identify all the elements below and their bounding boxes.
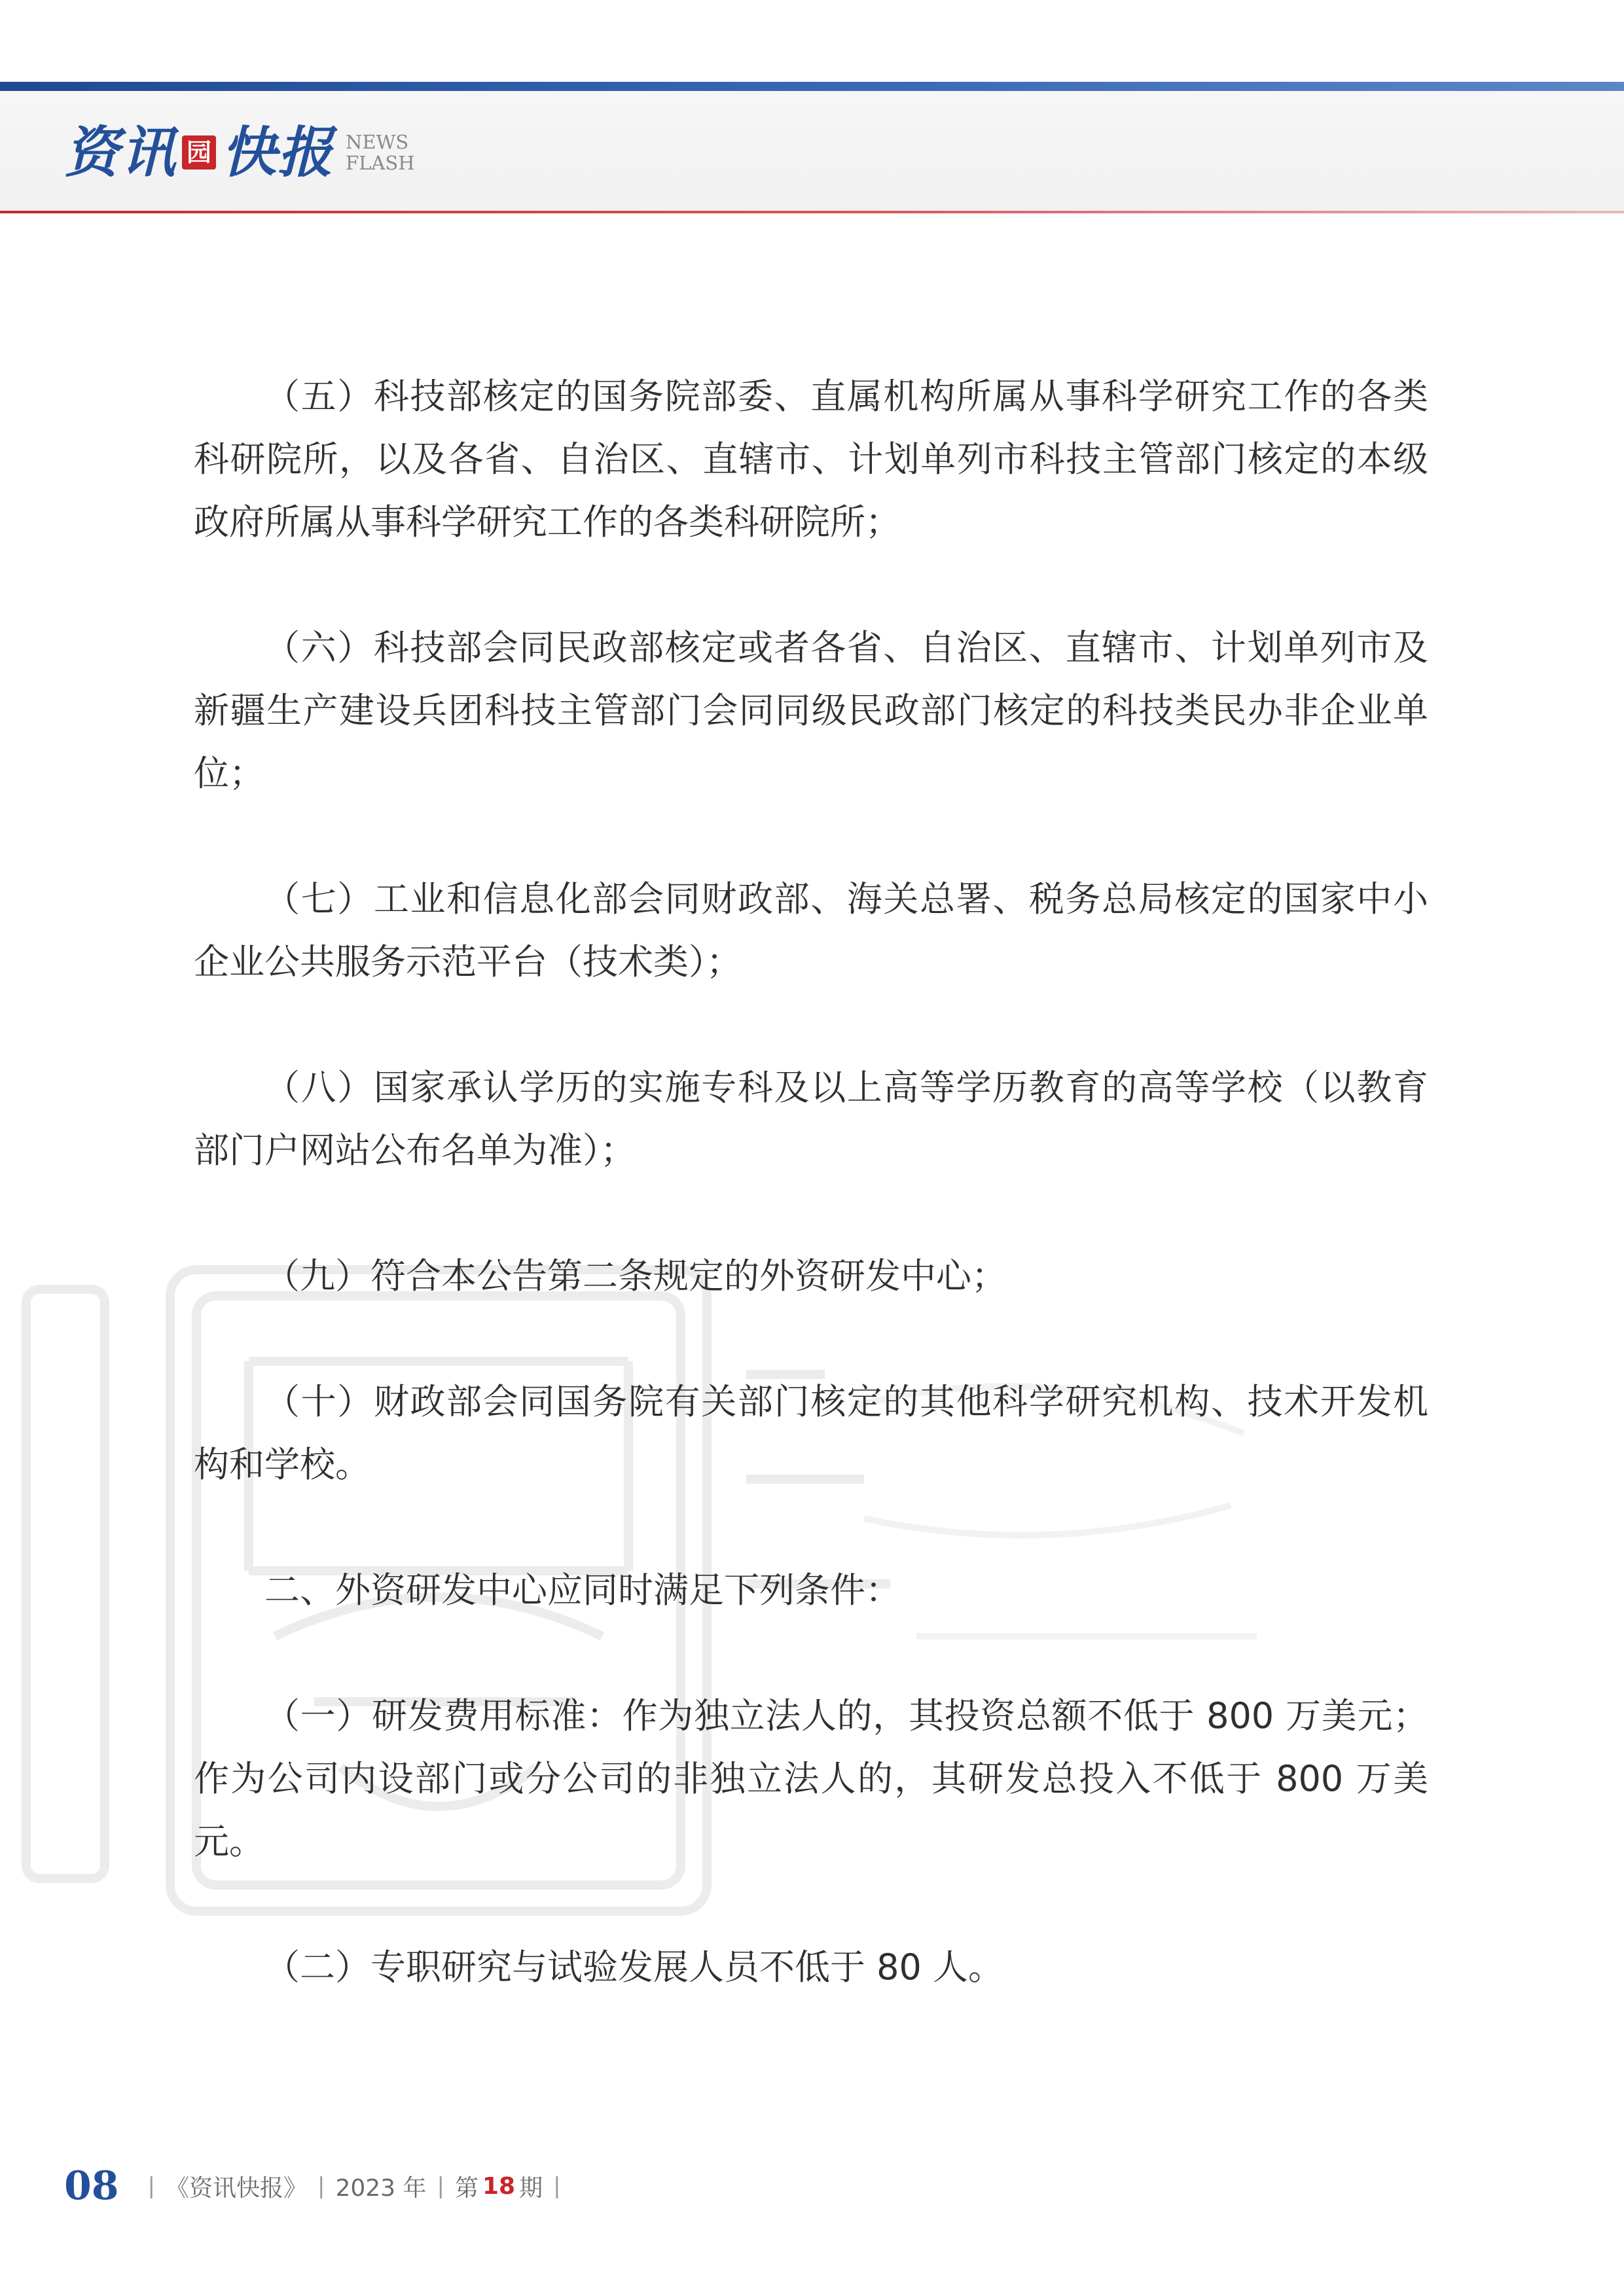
footer-issue-number: 18 [482, 2172, 516, 2200]
paragraph-item-7: （七）工业和信息化部会同财政部、海关总署、税务总局核定的国家中小企业公共服务示范平台（技术类）； [194, 878, 1428, 982]
footer-separator: | [317, 2173, 325, 2199]
logo-seal-icon: 园 [182, 135, 216, 170]
logo-english [346, 132, 414, 173]
section-heading-2: 二、外资研发中心应同时满足下列条件： [264, 1570, 901, 1611]
publication-logo [64, 117, 415, 188]
logo-text-part2: 快报 [221, 120, 334, 185]
footer-separator: | [147, 2173, 155, 2199]
paragraph-item-9: （九）符合本公告第二条规定的外资研发中心； [264, 1255, 1007, 1297]
article-body [194, 365, 1428, 1999]
paragraph-condition-2: （二）专职研究与试验发展人员不低于 80 人。 [264, 1946, 1004, 1988]
header-divider [0, 211, 1624, 213]
footer-issue-suffix: 期 [519, 2174, 543, 2202]
paragraph-item-8: （八）国家承认学历的实施专科及以上高等学历教育的高等学校（以教育部门户网站公布名单为准）； [194, 1067, 1428, 1171]
paragraph-item-6: （六）科技部会同民政部核定或者各省、自治区、直辖市、计划单列市及新疆生产建设兵团科技主管部门会同同级民政部门核定的科技类民办非企业单位； [194, 627, 1428, 794]
logo-text-part1: 资讯 [64, 120, 177, 185]
paragraph-item-5: （五）科技部核定的国务院部委、直属机构所属从事科学研究工作的各类科研院所，以及各省、自治区、直辖市、计划单列市科技主管部门核定的本级政府所属从事科学研究工作的各类科研院所； [194, 376, 1428, 543]
footer-publication: 《资讯快报》 [165, 2174, 307, 2202]
footer-issue-prefix: 第 [454, 2174, 478, 2202]
paragraph-condition-1: （一）研发费用标准：作为独立法人的，其投资总额不低于 800 万美元；作为公司内设部门或分公司的非独立法人的，其研发总投入不低于 800 万美元。 [194, 1695, 1428, 1862]
footer-separator: | [437, 2173, 444, 2199]
page-number: 08 [64, 2163, 119, 2209]
paragraph-item-10: （十）财政部会同国务院有关部门核定的其他科学研究机构、技术开发机构和学校。 [194, 1381, 1428, 1485]
header-top-bar [0, 82, 1624, 91]
logo-english-line1: NEWS [346, 131, 409, 153]
page-footer [64, 2160, 571, 2212]
logo-english-line2: FLASH [346, 152, 415, 174]
footer-year: 2023 年 [335, 2174, 427, 2202]
footer-separator: | [553, 2173, 561, 2199]
